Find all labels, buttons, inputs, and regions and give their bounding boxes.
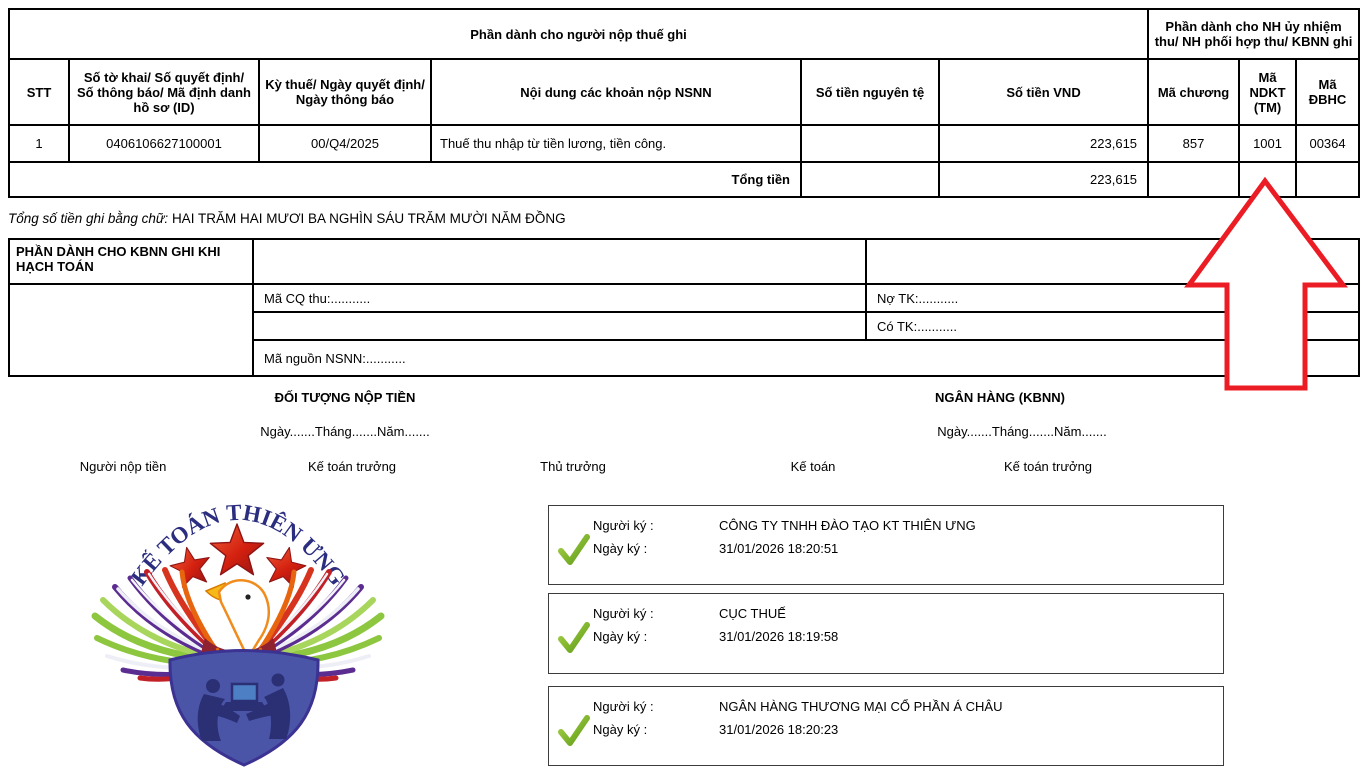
tax-table	[8, 8, 1360, 198]
col-header-content: Nội dung các khoản nộp NSNN	[431, 59, 801, 125]
green-checkmark-icon	[558, 622, 590, 654]
sign-date: 31/01/2026 18:19:58	[719, 629, 839, 644]
payer-date-line: Ngày.......Tháng.......Năm.......	[260, 424, 430, 439]
role-nguoi-nop-tien: Người nộp tiền	[79, 459, 167, 474]
signature-box-tax-office	[548, 593, 1224, 674]
signer-name: CỤC THUẾ	[719, 606, 786, 621]
shield-icon	[170, 651, 318, 766]
signer-name: NGÂN HÀNG THƯƠNG MẠI CỔ PHẦN Á CHÂU	[719, 699, 1003, 714]
total-row	[9, 162, 1359, 197]
amount-in-words	[8, 211, 566, 226]
col-header-foreign: Số tiền nguyên tệ	[801, 59, 939, 125]
bank-section-title: NGÂN HÀNG (KBNN)	[935, 390, 1065, 405]
group-header-bank: Phần dành cho NH ủy nhiệm thu/ NH phối hợp thu/ KBNN ghi	[1148, 9, 1359, 59]
signer-label: Người ký :	[593, 699, 654, 714]
col-header-id: Số tờ khai/ Số quyết định/ Số thông báo/ Mã định danh hồ sơ (ID)	[69, 59, 259, 125]
sign-date-label: Ngày ký :	[593, 541, 648, 556]
sign-date: 31/01/2026 18:20:51	[719, 541, 839, 556]
total-vnd: 223,615	[939, 162, 1148, 197]
signer-name: CÔNG TY TNHH ĐÀO TẠO KT THIÊN ƯNG	[719, 518, 976, 533]
role-ke-toan-truong-right: Kế toán trưởng	[1003, 459, 1093, 474]
amount-in-words-value: HAI TRĂM HAI MƯƠI BA NGHÌN SÁU TRĂM MƯỜI NĂM ĐỒNG	[171, 211, 566, 226]
cell-id: 0406106627100001	[69, 125, 259, 162]
cell-period: 00/Q4/2025	[259, 125, 431, 162]
signer-label: Người ký :	[593, 606, 654, 621]
kbnn-no-tk: Nợ TK:...........	[866, 284, 1359, 312]
total-foreign	[801, 162, 939, 197]
kbnn-co-tk: Có TK:...........	[866, 312, 1359, 340]
group-header-taxpayer: Phần dành cho người nộp thuế ghi	[9, 9, 1148, 59]
col-header-stt: STT	[9, 59, 69, 125]
table-row	[9, 125, 1359, 162]
sign-date: 31/01/2026 18:20:23	[719, 722, 839, 737]
signature-box-bank	[548, 686, 1224, 766]
cell-content: Thuế thu nhập từ tiền lương, tiền công.	[431, 125, 801, 162]
signer-label: Người ký :	[593, 518, 654, 533]
col-header-ndkt: Mã NDKT (TM)	[1239, 59, 1296, 125]
col-header-chapter: Mã chương	[1148, 59, 1239, 125]
col-header-dbhc: Mã ĐBHC	[1296, 59, 1359, 125]
role-ke-toan-truong-left: Kế toán trưởng	[307, 459, 397, 474]
signature-box-company	[548, 505, 1224, 585]
col-header-vnd: Số tiền VND	[939, 59, 1148, 125]
payer-section-title: ĐỐI TƯỢNG NỘP TIỀN	[274, 390, 416, 405]
cell-dbhc: 00364	[1296, 125, 1359, 162]
role-ke-toan: Kế toán	[790, 459, 836, 474]
laptop-icon	[232, 684, 257, 701]
bank-date-line: Ngày.......Tháng.......Năm.......	[937, 424, 1107, 439]
logo-arc-text: KẾ TOÁN THIÊN ƯNG	[125, 499, 351, 590]
cell-ndkt: 1001	[1239, 125, 1296, 162]
cell-vnd: 223,615	[939, 125, 1148, 162]
star-center	[210, 524, 263, 575]
green-checkmark-icon	[558, 715, 590, 747]
cell-stt: 1	[9, 125, 69, 162]
kbnn-ma-nguon: Mã nguồn NSNN:...........	[253, 340, 1359, 376]
total-label: Tổng tiền	[9, 162, 801, 197]
kbnn-ma-cq-thu: Mã CQ thu:...........	[253, 284, 866, 312]
cell-foreign	[801, 125, 939, 162]
kbnn-table	[8, 238, 1360, 377]
kbnn-title: PHẦN DÀNH CHO KBNN GHI KHI HẠCH TOÁN	[9, 239, 253, 284]
sign-date-label: Ngày ký :	[593, 629, 648, 644]
sign-date-label: Ngày ký :	[593, 722, 648, 737]
cell-chapter: 857	[1148, 125, 1239, 162]
role-thu-truong: Thủ trưởng	[540, 459, 606, 474]
red-up-arrow-annotation	[1178, 176, 1354, 394]
thien-ung-logo	[85, 488, 395, 775]
col-header-period: Kỳ thuế/ Ngày quyết định/ Ngày thông báo	[259, 59, 431, 125]
green-checkmark-icon	[558, 534, 590, 566]
amount-in-words-label: Tổng số tiền ghi bằng chữ:	[8, 211, 169, 226]
